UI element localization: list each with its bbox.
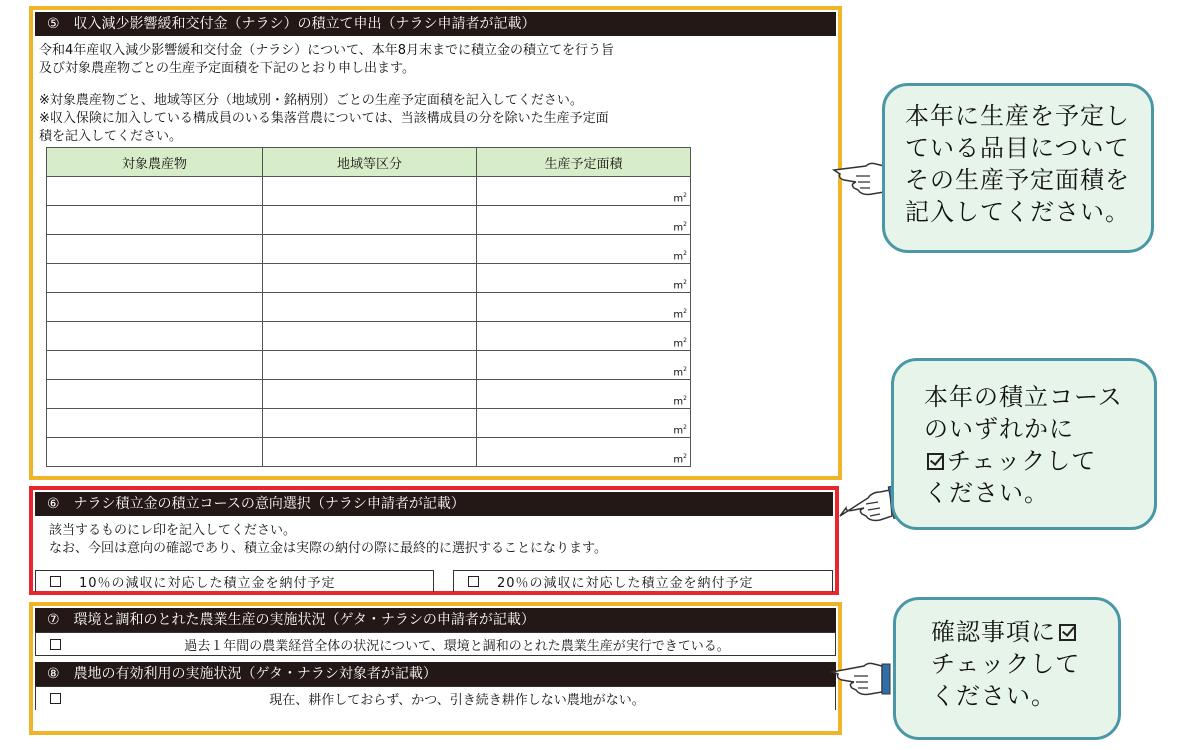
callout-2-line-1: 本年の積立コース <box>924 383 1123 411</box>
table-row <box>47 351 691 380</box>
course-options <box>35 570 833 592</box>
unit-square-meter <box>673 337 687 349</box>
unit-superscript: 2 <box>683 336 687 344</box>
section-5-intro-line-2: 及び対象農産物ごとの生産予定面積を下記のとおり申し出ます。 <box>39 61 415 76</box>
header-crop: 対象農産物 <box>47 148 263 177</box>
table-row <box>47 206 691 235</box>
unit-superscript: 2 <box>683 423 687 431</box>
table-row <box>47 235 691 264</box>
section-5-note-2: ※収入保険に加入している構成員のいる集落営農については、当該構成員の分を除いた生産予定面 <box>39 111 609 126</box>
unit-superscript: 2 <box>683 249 687 257</box>
cell-crop[interactable] <box>47 322 263 351</box>
cell-area[interactable] <box>477 177 691 206</box>
unit-label: m <box>673 280 684 291</box>
unit-square-meter <box>673 279 687 291</box>
unit-superscript: 2 <box>683 452 687 460</box>
unit-superscript: 2 <box>683 394 687 402</box>
section-5-note-1: ※対象農産物ごと、地域等区分（地域別・銘柄別）ごとの生産予定面積を記入してください。 <box>39 93 583 108</box>
cell-crop[interactable] <box>47 293 263 322</box>
callout-1-line-2: ている品目について <box>905 134 1130 162</box>
table-row <box>47 322 691 351</box>
callout-confirm-items <box>893 597 1121 740</box>
unit-square-meter <box>673 308 687 320</box>
unit-label: m <box>673 222 684 233</box>
callout-3-line-2: チェックして <box>931 650 1081 678</box>
section-8-title: ⑧ 農地の有効利用の実施状況（ゲタ・ナラシ対象者が記載） <box>35 662 836 686</box>
course-option-20[interactable] <box>453 570 833 592</box>
header-region: 地域等区分 <box>263 148 477 177</box>
cell-region[interactable] <box>263 322 477 351</box>
unit-square-meter <box>673 395 687 407</box>
environment-confirm-label: 過去１年間の農業経営全体の状況について、環境と調和のとれた農業生産が実行できている。 <box>184 638 730 654</box>
table-row <box>47 380 691 409</box>
cell-crop[interactable] <box>47 235 263 264</box>
cell-area[interactable] <box>477 380 691 409</box>
callout-production-area <box>882 83 1154 253</box>
cell-crop[interactable] <box>47 409 263 438</box>
checkbox-10-percent[interactable] <box>50 576 61 587</box>
checkbox-farmland[interactable] <box>50 693 61 704</box>
callout-3-line-1-row <box>931 616 1118 648</box>
cell-region[interactable] <box>263 293 477 322</box>
section-6-frame <box>29 486 839 595</box>
pointing-hand-icon <box>830 652 896 698</box>
section-6-instruction-1: 該当するものにレ印を記入してください。 <box>49 523 297 538</box>
cell-region[interactable] <box>263 380 477 409</box>
cell-area[interactable] <box>477 264 691 293</box>
callout-2-line-2: のいずれかに <box>924 415 1074 443</box>
callout-course-select <box>891 358 1157 530</box>
callout-3-line-1: 確認事項に <box>931 618 1056 646</box>
table-row <box>47 409 691 438</box>
checkbox-checked-icon <box>1059 624 1076 641</box>
callout-1-line-1: 本年に生産を予定し <box>905 102 1130 130</box>
checkbox-environment[interactable] <box>50 639 61 650</box>
section-6-title: ⑥ ナラシ積立金の積立コースの意向選択（ナラシ申請者が記載） <box>35 492 833 516</box>
section-5-frame <box>29 6 842 480</box>
production-area-rows <box>47 177 691 467</box>
callout-2-line-3-row <box>924 445 1154 477</box>
unit-label: m <box>673 309 684 320</box>
unit-square-meter <box>673 192 687 204</box>
section-7-title: ⑦ 環境と調和のとれた農業生産の実施状況（ゲタ・ナラシの申請者が記載） <box>35 608 836 632</box>
cell-region[interactable] <box>263 235 477 264</box>
checkbox-checked-icon <box>927 453 944 470</box>
cell-region[interactable] <box>263 351 477 380</box>
table-row <box>47 438 691 467</box>
cell-area[interactable] <box>477 322 691 351</box>
cell-area[interactable] <box>477 351 691 380</box>
cell-crop[interactable] <box>47 177 263 206</box>
unit-square-meter <box>673 366 687 378</box>
cell-crop[interactable] <box>47 380 263 409</box>
cell-region[interactable] <box>263 264 477 293</box>
unit-label: m <box>673 425 684 436</box>
table-row <box>47 177 691 206</box>
section-5-title: ⑤ 収入減少影響緩和交付金（ナラシ）の積立て申出（ナラシ申請者が記載） <box>35 12 836 36</box>
cell-region[interactable] <box>263 438 477 467</box>
production-area-table <box>46 147 691 467</box>
cell-area[interactable] <box>477 409 691 438</box>
callout-2-line-4: ください。 <box>924 479 1049 507</box>
course-option-10-label: 10％の減収に対応した積立金を納付予定 <box>79 576 336 591</box>
checkbox-20-percent[interactable] <box>468 576 479 587</box>
unit-square-meter <box>673 221 687 233</box>
section-7-8-frame <box>29 602 842 735</box>
unit-superscript: 2 <box>683 191 687 199</box>
unit-label: m <box>673 338 684 349</box>
cell-region[interactable] <box>263 206 477 235</box>
section-6-instruction-2: なお、今回は意向の確認であり、積立金は実際の納付の際に最終的に選択することになります。 <box>49 541 607 556</box>
course-option-10[interactable] <box>35 570 434 592</box>
cell-area[interactable] <box>477 293 691 322</box>
table-row <box>47 264 691 293</box>
cell-area[interactable] <box>477 235 691 264</box>
unit-superscript: 2 <box>683 278 687 286</box>
cell-crop[interactable] <box>47 438 263 467</box>
header-area: 生産予定面積 <box>477 148 691 177</box>
unit-label: m <box>673 367 684 378</box>
section-5-intro-line-1: 令和4年産収入減少影響緩和交付金（ナラシ）について、本年8月末までに積立金の積立てを行う旨 <box>39 43 615 58</box>
cell-area[interactable] <box>477 438 691 467</box>
unit-superscript: 2 <box>683 220 687 228</box>
callout-3-line-3: ください。 <box>931 682 1056 710</box>
environment-confirm-row[interactable] <box>35 632 836 656</box>
farmland-confirm-row[interactable] <box>35 686 836 710</box>
unit-square-meter <box>673 250 687 262</box>
cell-area[interactable] <box>477 206 691 235</box>
section-5-note-3: 積を記入してください。 <box>39 129 183 144</box>
callout-1-line-3: その生産予定面積を <box>905 166 1130 194</box>
unit-superscript: 2 <box>683 307 687 315</box>
unit-square-meter <box>673 453 687 465</box>
unit-label: m <box>673 454 684 465</box>
unit-label: m <box>673 396 684 407</box>
farmland-confirm-label: 現在、耕作しておらず、かつ、引き続き耕作しない農地がない。 <box>269 693 645 708</box>
callout-2-line-3: チェックして <box>947 447 1097 475</box>
unit-label: m <box>673 251 684 262</box>
callout-1-line-4: 記入してください。 <box>905 198 1130 226</box>
unit-superscript: 2 <box>683 365 687 373</box>
cell-region[interactable] <box>263 409 477 438</box>
table-row <box>47 293 691 322</box>
course-option-20-label: 20％の減収に対応した積立金を納付予定 <box>497 576 754 591</box>
cell-region[interactable] <box>263 177 477 206</box>
cell-crop[interactable] <box>47 206 263 235</box>
unit-square-meter <box>673 424 687 436</box>
cell-crop[interactable] <box>47 264 263 293</box>
unit-label: m <box>673 193 684 204</box>
cell-crop[interactable] <box>47 351 263 380</box>
